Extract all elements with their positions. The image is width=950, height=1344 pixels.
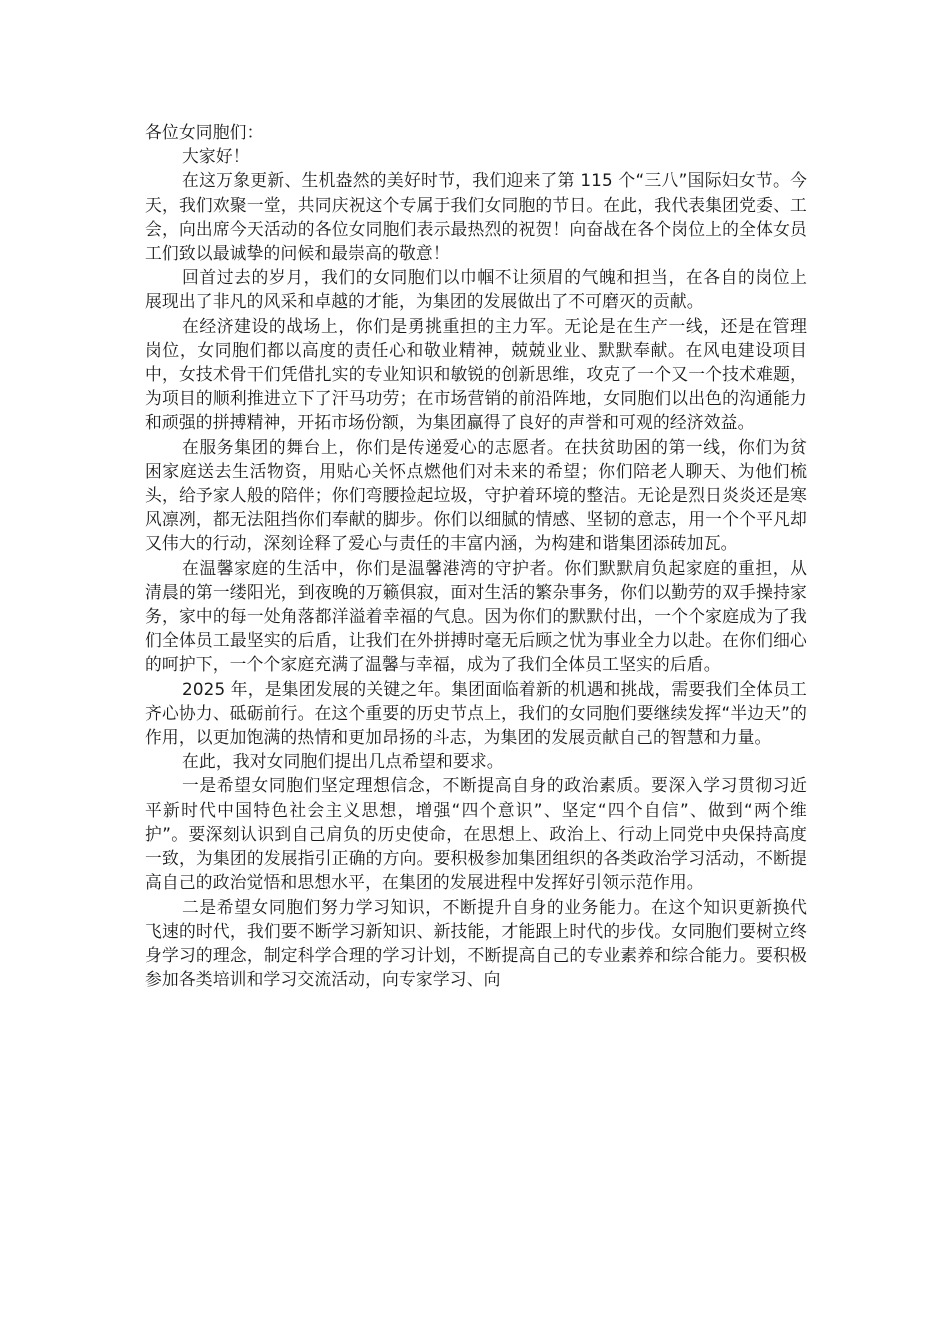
salutation: 各位女同胞们：	[145, 122, 264, 142]
expectation-one-paragraph: 一是希望女同胞们坚定理想信念，不断提高自身的政治素质。要深入学习贯彻习近平新时代中国特色社会主义思想，增强“四个意识”、坚定“四个自信”、做到“两个维护”。要深刻认识到自己肩负的历史使命，在思想上、政治上、行动上同党中央保持高度一致，为集团的发展指引正确的方向。要积极参加集团组织的各类政治学习活动，不断提高自己的政治觉悟和思想水平，在集团的发展进程中发挥好引领示范作用。	[145, 775, 807, 893]
greeting-paragraph: 大家好！	[182, 146, 250, 167]
service-paragraph: 在服务集团的舞台上，你们是传递爱心的志愿者。在扶贫助困的第一线，你们为贫困家庭送去生活物资，用贴心关怀点燃他们对未来的希望；你们陪老人聊天、为他们梳头，给予家人般的陪伴；你们弯腰捡起垃圾，守护着环境的整洁。无论是烈日炎炎还是寒风凛冽，都无法阻挡你们奉献的脚步。你们以细腻的情感、坚韧的意志，用一个个平凡却又伟大的行动，深刻诠释了爱心与责任的丰富内涵，为构建和谐集团添砖加瓦。	[145, 436, 807, 554]
opening-paragraph: 在这万象更新、生机盎然的美好时节，我们迎来了第 115 个“三八”国际妇女节。今天，我们欢聚一堂，共同庆祝这个专属于我们女同胞的节日。在此，我代表集团党委、工会，向出席今天活动的各位女同胞们表示最热烈的祝贺！向奋战在各个岗位上的全体女员工们致以最诚挚的问候和最崇高的敬意！	[145, 170, 807, 264]
expectations-intro-paragraph: 在此，我对女同胞们提出几点希望和要求。	[182, 751, 504, 772]
family-paragraph: 在温馨家庭的生活中，你们是温馨港湾的守护者。你们默默肩负起家庭的重担，从清晨的第一缕阳光，到夜晚的万籁俱寂，面对生活的繁杂事务，你们以勤劳的双手操持家务，家中的每一处角落都洋溢着幸福的气息。因为你们的默默付出，一个个家庭成为了我们全体员工最坚实的后盾，让我们在外拼搏时毫无后顾之忧为事业全力以赴。在你们细心的呵护下，一个个家庭充满了温馨与幸福，成为了我们全体员工坚实的后盾。	[145, 557, 807, 675]
year-2025-paragraph: 2025 年，是集团发展的关键之年。集团面临着新的机遇和挑战，需要我们全体员工齐心协力、砥砺前行。在这个重要的历史节点上，我们的女同胞们要继续发挥“半边天”的作用，以更加饱满的热情和更加昂扬的斗志，为集团的发展贡献自己的智慧和力量。	[145, 678, 807, 748]
economic-paragraph: 在经济建设的战场上，你们是勇挑重担的主力军。无论是在生产一线，还是在管理岗位，女同胞们都以高度的责任心和敬业精神，兢兢业业、默默奉献。在风电建设项目中，女技术骨干们凭借扎实的专业知识和敏锐的创新思维，攻克了一个又一个技术难题，为项目的顺利推进立下了汗马功劳；在市场营销的前沿阵地，女同胞们以出色的沟通能力和顽强的拼搏精神，开拓市场份额，为集团赢得了良好的声誉和可观的经济效益。	[145, 315, 807, 433]
document-page	[145, 120, 807, 991]
review-paragraph: 回首过去的岁月，我们的女同胞们以巾帼不让须眉的气魄和担当，在各自的岗位上展现出了非凡的风采和卓越的才能，为集团的发展做出了不可磨灭的贡献。	[145, 267, 807, 312]
expectation-two-paragraph: 二是希望女同胞们努力学习知识，不断提升自身的业务能力。在这个知识更新换代飞速的时代，我们要不断学习新知识、新技能，才能跟上时代的步伐。女同胞们要树立终身学习的理念，制定科学合理的学习计划，不断提高自己的专业素养和综合能力。要积极参加各类培训和学习交流活动，向专家学习、向	[145, 896, 807, 990]
